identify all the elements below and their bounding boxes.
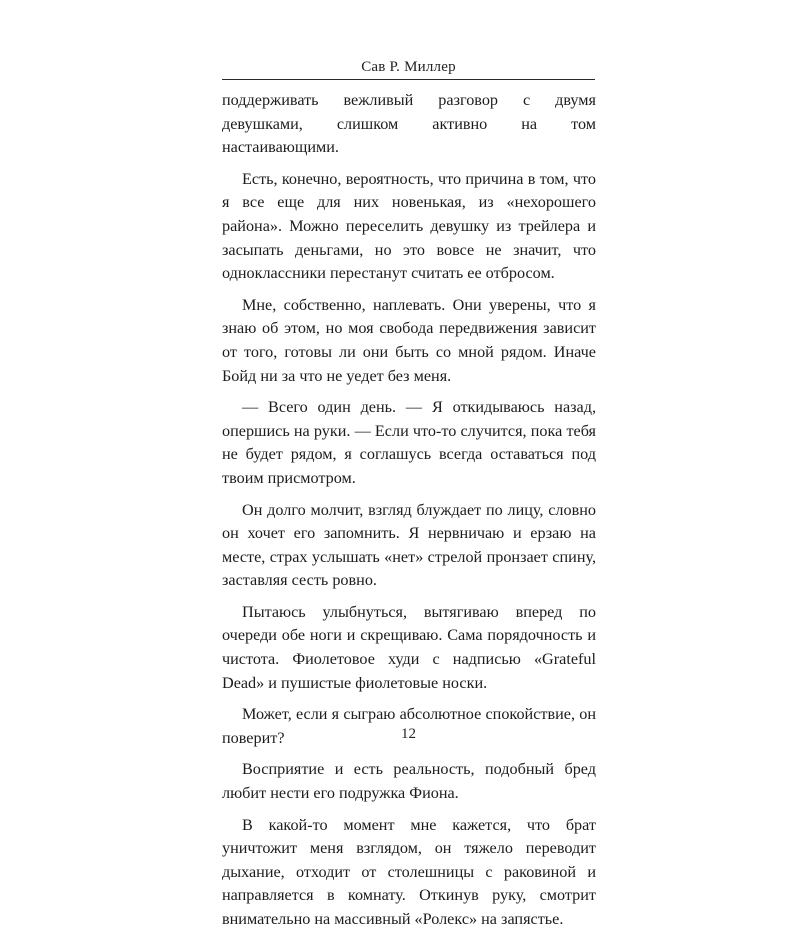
paragraph: — Всего один день. — Я откидываюсь назад, опершись на руки. — Если что-то случится, пока тебя не будет рядом, я соглашусь всегда оставаться под твоим присмотром. bbox=[222, 398, 596, 487]
paragraph: Мне, собственно, наплевать. Они уверены, что я знаю об этом, но моя свобода передвижения зависит от того, готовы ли они быть со мной рядом. Иначе Бойд ни за что не уедет без меня. bbox=[222, 295, 596, 385]
paragraph: Восприятие и есть реальность, подобный бред любит нести его подружка Фиона. bbox=[222, 760, 596, 803]
paragraph: Может, если я сыграю абсолютное спокойствие, он поверит? bbox=[222, 705, 596, 747]
page-number: 12 bbox=[401, 726, 416, 742]
header-rule bbox=[222, 79, 595, 80]
paragraph: Есть, конечно, вероятность, что причина в том, что я все еще для них новенькая, из «нехорошего района». Можно переселить девушку из трейлера и засыпать деньгами, но это вовсе не значит, что одноклассники перестанут считать ее отбросом. bbox=[222, 169, 596, 283]
running-head: Сав Р. Миллер bbox=[361, 59, 456, 75]
paragraph: поддерживать вежливый разговор с двумя девушками, слишком активно на том настаивающими. bbox=[222, 91, 596, 157]
paragraph: Пытаюсь улыбнуться, вытягиваю вперед по очереди обе ноги и скрещиваю. Сама порядочность и чистота. Фиолетовое худи с надписью «Grateful Dead» и пушистые фиолетовые носки. bbox=[222, 602, 596, 692]
body-text bbox=[222, 89, 596, 940]
paragraph: Он долго молчит, взгляд блуждает по лицу, словно он хочет его запомнить. Я нервничаю и ерзаю на месте, страх услышать «нет» стрелой пронзает спину, заставляя сесть ровно. bbox=[222, 500, 596, 590]
paragraph: В какой-то момент мне кажется, что брат уничтожит меня взглядом, он тяжело переводит дыхание, отходит от столешницы с раковиной и направляется в комнату. Откинув руку, смотрит внимательно на массивный «Ролекс» на запястье. bbox=[222, 815, 596, 928]
